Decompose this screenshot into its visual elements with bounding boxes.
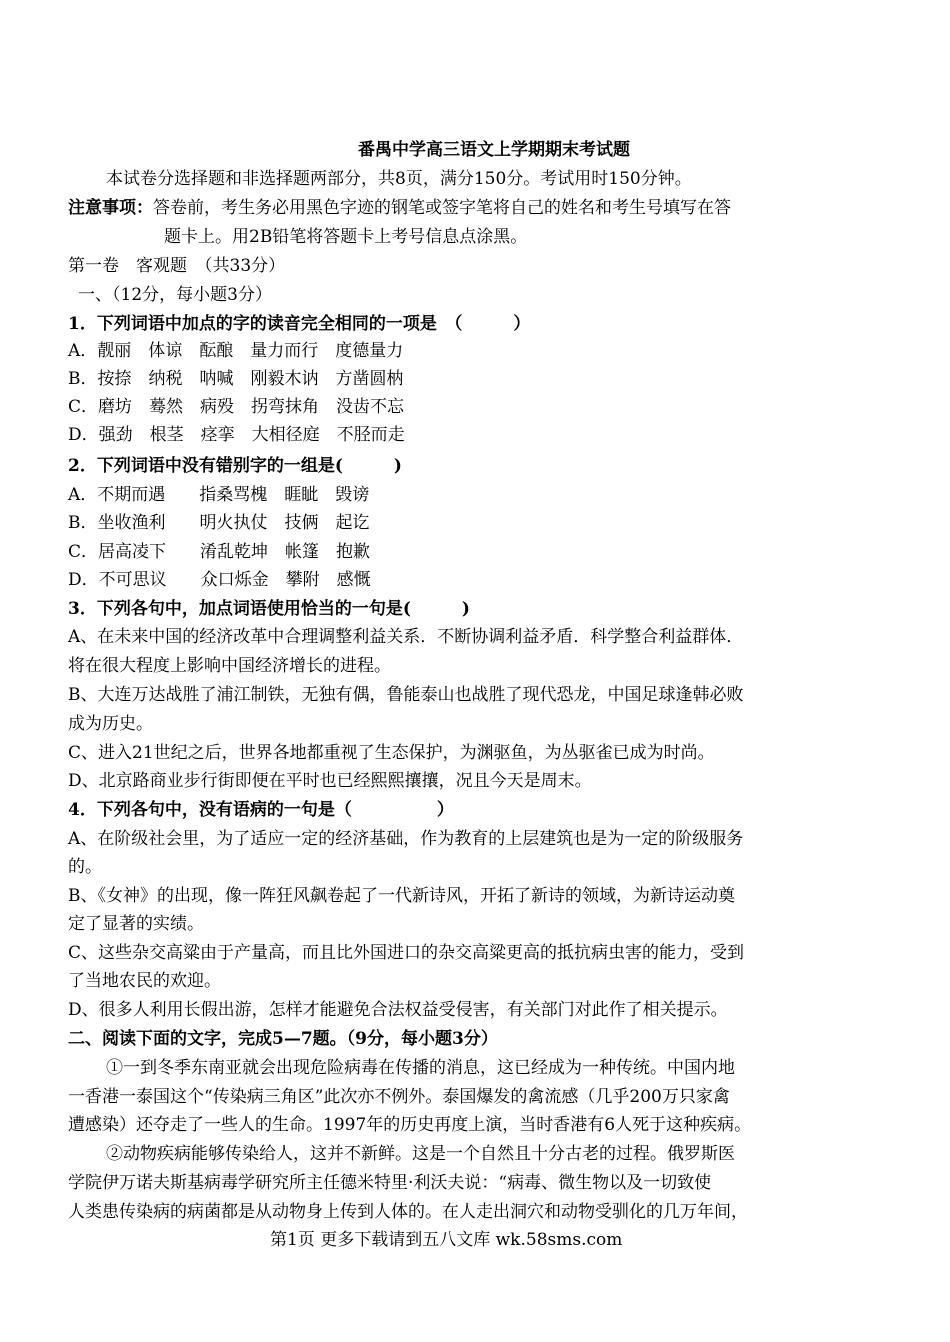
passage-p1-line-2: 一香港一泰国这个“传染病三角区”此次亦不例外。泰国爆发的禽流感（几乎200万只家禽 [68, 1087, 730, 1107]
q2-option-b: B．坐收渔利 明火执仗 技俩 起讫 [68, 513, 370, 533]
q3-option-a-line-2: 将在很大程度上影响中国经济增长的进程。 [68, 656, 391, 676]
q4-option-c-line-1: C、这些杂交高粱由于产量高，而且比外国进口的杂交高粱更高的抵抗病虫害的能力，受到 [68, 943, 745, 963]
q3-option-a-line-1: A、在未来中国的经济改革中合理调整利益关系．不断协调利益矛盾．科学整合利益群体． [68, 627, 744, 647]
q1-stem: 1．下列词语中加点的字的读音完全相同的一项是 （ ） [68, 314, 531, 334]
q4-option-b-line-1: B、《女神》的出现，像一阵狂风飙卷起了一代新诗风，开拓了新诗的领域，为新诗运动奠 [68, 886, 735, 906]
notice-line-2: 题卡上。用2B铅笔将答题卡上考号信息点涂黑。 [164, 227, 528, 247]
q1-option-b: B．按捺 纳税 呐喊 刚毅木讷 方凿圆枘 [68, 369, 404, 389]
section-2-heading: 二、阅读下面的文字，完成5—7题。（9分，每小题3分） [68, 1029, 498, 1049]
q3-option-b-line-2: 成为历史。 [68, 714, 153, 734]
q3-stem: 3．下列各句中，加点词语使用恰当的一句是( ) [68, 599, 470, 619]
exam-intro: 本试卷分选择题和非选择题两部分，共8页，满分150分。考试用时150分钟。 [106, 169, 692, 189]
q3-option-c: C、进入21世纪之后，世界各地都重视了生态保护，为渊驱鱼，为丛驱雀已成为时尚。 [68, 743, 715, 763]
q2-stem: 2．下列词语中没有错别字的一组是( ) [68, 456, 402, 476]
q4-option-a-line-1: A、在阶级社会里，为了适应一定的经济基础，作为教育的上层建筑也是为一定的阶级服务 [68, 829, 744, 849]
notice-line-1 [68, 197, 731, 219]
q4-stem: 4．下列各句中，没有语病的一句是（ ） [68, 800, 454, 820]
q2-option-c: C．居高凌下 淆乱乾坤 帐篷 抱歉 [68, 542, 371, 562]
q1-option-a: A．靓丽 体谅 酝酿 量力而行 度德量力 [68, 341, 404, 361]
q3-option-b-line-1: B、大连万达战胜了浦江制铁，无独有偶，鲁能泰山也战胜了现代恐龙，中国足球逢韩必败 [68, 685, 744, 705]
q2-option-d: D．不可思议 众口烁金 攀附 感慨 [68, 570, 371, 590]
passage-p2-line-3: 人类患传染病的病菌都是从动物身上传到人体的。在人走出洞穴和动物受驯化的几万年间， [68, 1202, 748, 1222]
passage-p2-line-2: 学院伊万诺夫斯基病毒学研究所主任德米特里·利沃夫说：“病毒、微生物以及一切致使 [68, 1173, 712, 1193]
q3-option-d: D、北京路商业步行街即便在平时也已经熙熙攘攘，况且今天是周末。 [68, 771, 592, 791]
page-footer: 第1页 更多下载请到五八文库 wk.58sms.com [270, 1230, 623, 1250]
passage-p1-line-3: 遭感染）还夺走了一些人的生命。1997年的历史再度上演，当时香港有6人死于这种疾病。 [68, 1115, 752, 1135]
q4-option-d: D、很多人利用长假出游，怎样才能避免合法权益受侵害，有关部门对此作了相关提示。 [68, 1000, 728, 1020]
exam-title: 番禺中学高三语文上学期期末考试题 [358, 140, 630, 160]
q1-option-c: C．磨坊 蓦然 病殁 拐弯抹角 没齿不忘 [68, 397, 405, 417]
passage-p2-line-1: ②动物疾病能够传染给人，这并不新鲜。这是一个自然且十分古老的过程。俄罗斯医 [106, 1144, 735, 1164]
passage-p1-line-1: ①一到冬季东南亚就会出现危险病毒在传播的消息，这已经成为一种传统。中国内地 [106, 1058, 735, 1078]
q1-option-d: D．强劲 根茎 痉挛 大相径庭 不胫而走 [68, 425, 405, 445]
q2-option-a: A．不期而遇 指桑骂槐 睚眦 毁谤 [68, 485, 370, 505]
notice-label: 注意事项： [68, 198, 153, 218]
q4-option-a-line-2: 的。 [68, 857, 102, 877]
volume-heading: 第一卷 客观题 （共33分） [68, 256, 286, 276]
section-1-heading: 一、（12分，每小题3分） [78, 285, 272, 305]
q4-option-b-line-2: 定了显著的实绩。 [68, 914, 204, 934]
q4-option-c-line-2: 了当地农民的欢迎。 [68, 971, 221, 991]
notice-text-1: 答卷前，考生务必用黑色字迹的钢笔或签字笔将自己的姓名和考生号填写在答 [153, 198, 731, 218]
